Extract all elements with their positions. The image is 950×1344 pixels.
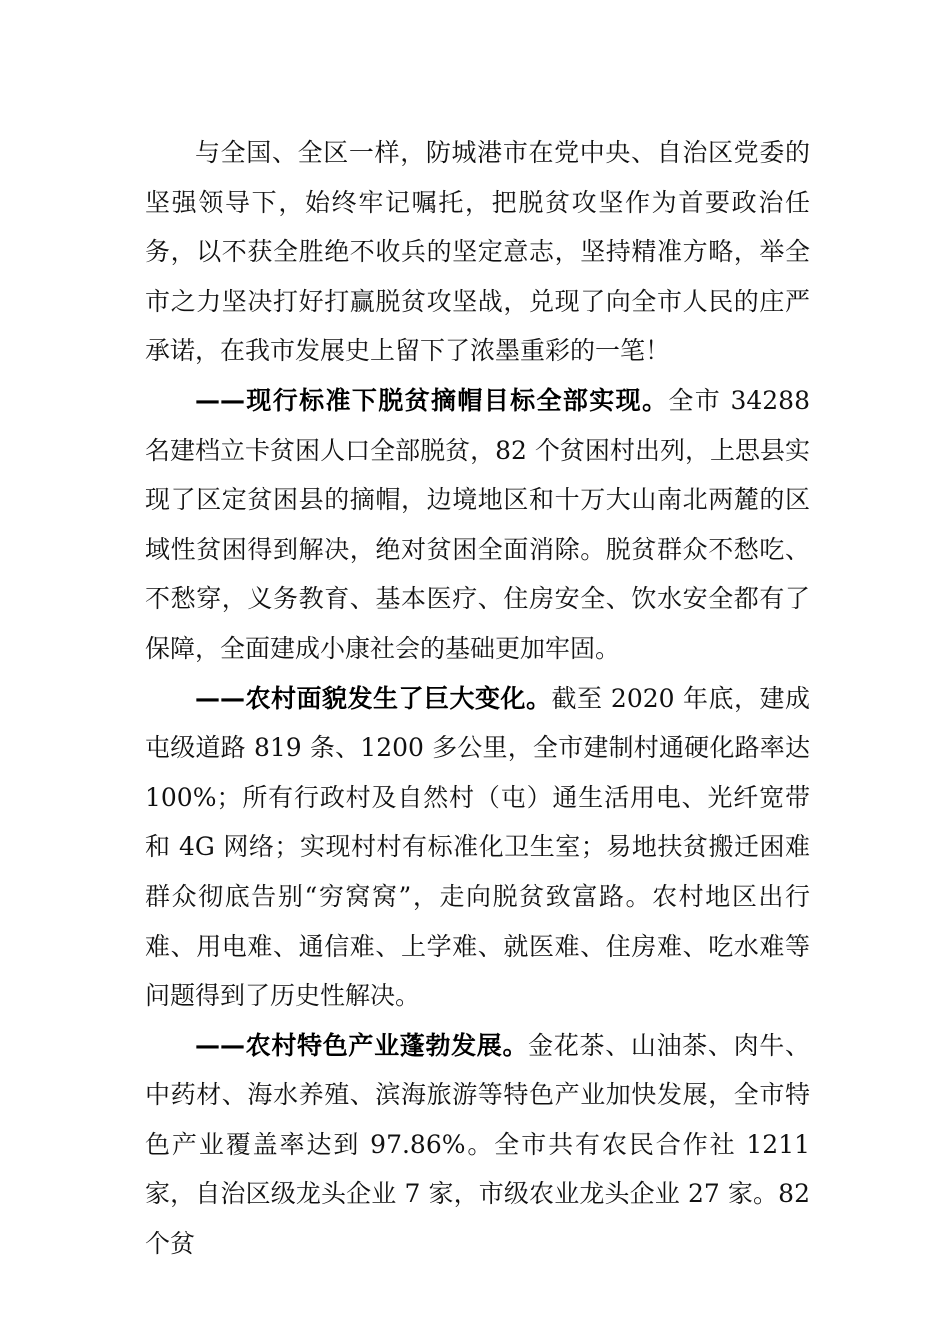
document-body [145,128,810,1269]
rural-change-paragraph [145,674,810,1021]
paragraph-lead: ——农村特色产业蓬勃发展。 [195,1030,529,1060]
industry-paragraph [145,1021,810,1269]
intro-paragraph [145,128,810,376]
poverty-goal-paragraph [145,376,810,674]
paragraph-text: 金花茶、山油茶、肉牛、中药材、海水养殖、滨海旅游等特色产业加快发展，全市特色产业覆盖率达到 97.86%。全市共有农民合作社 1211 家，自治区级龙头企业 7 家，市级农业龙头企业 27 家。82 个贫 [145,1030,810,1259]
paragraph-lead: ——农村面貌发生了巨大变化。 [195,683,552,713]
paragraph-lead: ——现行标准下脱贫摘帽目标全部实现。 [195,385,669,415]
paragraph-text: 截至 2020 年底，建成屯级道路 819 条、1200 多公里，全市建制村通硬化路率达 100%；所有行政村及自然村（屯）通生活用电、光纤宽带和 4G 网络；实现村村有标准化卫生室；易地扶贫搬迁困难群众彻底告别“穷窝窝”，走向脱贫致富路。农村地区出行难、用电难、通信难、上学难、就医难、住房难、吃水难等问题得到了历史性解决。 [145,683,810,1011]
paragraph-text: 与全国、全区一样，防城港市在党中央、自治区党委的坚强领导下，始终牢记嘱托，把脱贫攻坚作为首要政治任务，以不获全胜绝不收兵的坚定意志，坚持精准方略，举全市之力坚决打好打赢脱贫攻坚战，兑现了向全市人民的庄严承诺，在我市发展史上留下了浓墨重彩的一笔！ [145,138,810,366]
paragraph-text: 全市 34288 名建档立卡贫困人口全部脱贫，82 个贫困村出列，上思县实现了区定贫困县的摘帽，边境地区和十万大山南北两麓的区域性贫困得到解决，绝对贫困全面消除。脱贫群众不愁吃、不愁穿，义务教育、基本医疗、住房安全、饮水安全都有了保障，全面建成小康社会的基础更加牢固。 [145,385,810,663]
